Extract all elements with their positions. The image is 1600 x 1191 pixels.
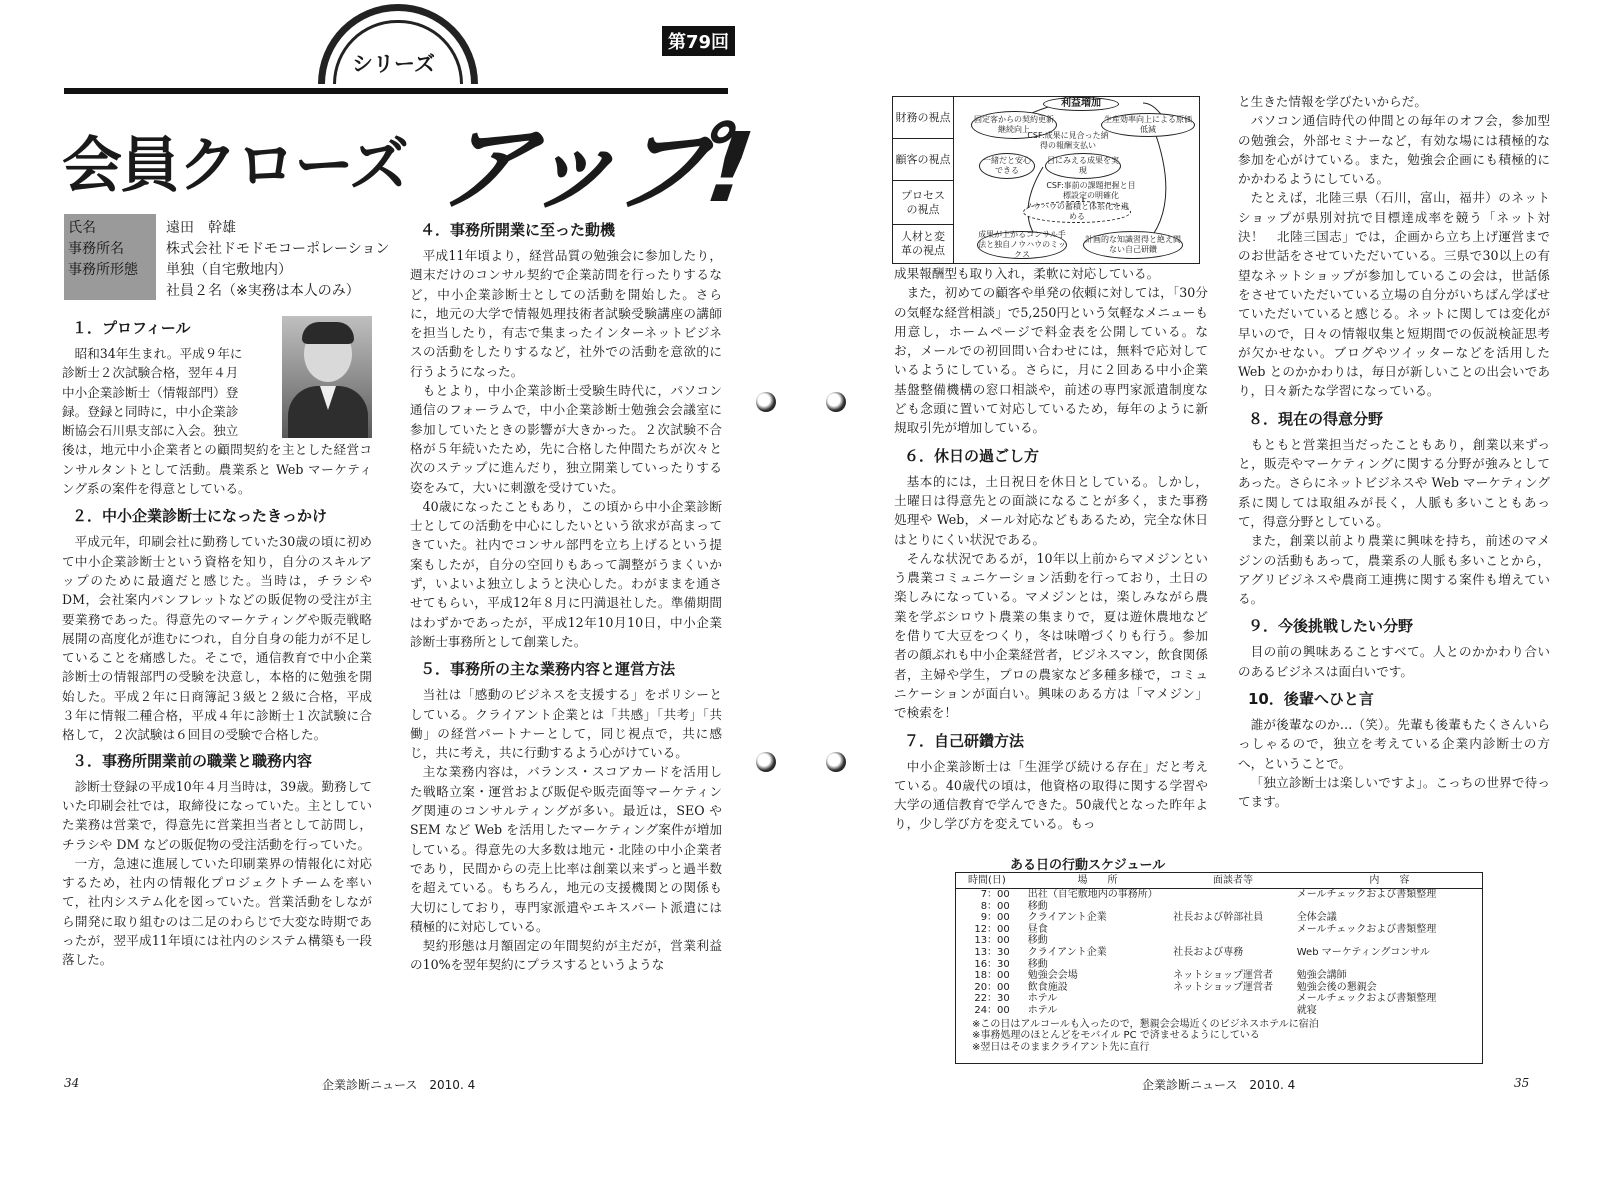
schedule-row <box>956 970 1482 982</box>
schedule-header-time: 時間(日) <box>967 875 1006 886</box>
schedule-row <box>956 993 1482 1005</box>
section-6-heading: ６．休日の過ごし方 <box>904 446 1040 465</box>
punch-hole <box>756 392 776 412</box>
section-3-paragraph-2: 一方，急速に進展していた印刷業界の情報化に対応するため，社内の情報化プロジェクトチームを率いて，社内システム化を図っていた。営業活動をしながら開発に取り組むのは二足のわらじで大変な時期であったが，翌平成11年頃には社内のシステム構築も一段落した。 <box>62 855 372 968</box>
diagram-row-people: 人材と変革の視点 <box>901 230 945 257</box>
schedule-who-cell <box>1167 935 1293 947</box>
profile-office: 株式会社ドモドモコーポレーション <box>166 241 390 257</box>
schedule-row <box>956 912 1482 924</box>
schedule-body <box>956 889 1482 1017</box>
schedule-note: ※この日はアルコールも入ったので，懇親会会場近くのビジネスホテルに宿泊 <box>972 1018 1319 1030</box>
section-5-paragraph-2: 主な業務内容は，バランス・スコアカードを活用した戦略立案・運営および販促や販売面等マーケティング関連のコンサルティングが多い。最近は，SEO や SEM など Web を活用したマーケティング案件が増加している。得意先の大多数は地元・北陸の中小企業者であり，民間からの売上比率は創業以来ずっと過半数を超えている。もちろん，地元の支援機関との関係も大切にしており，専門家派遣やエキスパート派遣には積極的に対応している。 <box>410 764 722 934</box>
schedule-table <box>955 872 1483 1064</box>
schedule-time-cell: 7：00 <box>980 889 1010 900</box>
schedule-row <box>956 935 1482 947</box>
schedule-note: ※事務処理のほとんどをモバイル PC で済ませるようにしている <box>972 1030 1260 1042</box>
section-1-narrow-lines <box>62 344 274 363</box>
schedule-what-cell <box>1293 935 1482 947</box>
section-5-paragraph-1: 当社は「感動のビジネスを支援する」をポリシーとしている。クライアント企業とは「共感」「共考」「共働」の経営パートナーとして，同じ視点で，共に感じ，共に考え，共に行動するよう心がけている。 <box>410 687 722 761</box>
profile-form-1: 単独（自宅敷地内） <box>166 262 292 278</box>
issue-badge: 第79回 <box>662 26 735 56</box>
schedule-place-cell: 移動 <box>1027 958 1048 970</box>
section-7-paragraph-1: 中小企業診断士は「生涯学び続ける存在」だと考えている。40歳代の頃は，他資格の取得に関する学習や大学の通信教育で学んできた。50歳代となった昨年より，少し学び方を変えている。もっ <box>894 758 1208 832</box>
diagram-profit-node: 利益増加 <box>1043 97 1119 111</box>
schedule-row <box>956 959 1482 971</box>
section-10-paragraph-2: 「独立診断士は楽しいですよ」。こっちの世界で待ってます。 <box>1238 774 1550 810</box>
diagram-arrow <box>1143 127 1166 247</box>
schedule-who-cell: 社長および専務 <box>1173 946 1244 958</box>
section-5-paragraph-4: 成果報酬型も取り入れ，柔軟に対応している。 <box>894 266 1160 281</box>
punch-hole <box>756 752 776 772</box>
schedule-place-cell: ホテル <box>1027 993 1058 1005</box>
schedule-time-cell: 13：30 <box>974 946 1010 958</box>
column-1 <box>62 314 372 970</box>
schedule-what-cell: 全体会議 <box>1296 912 1337 924</box>
schedule-who-cell <box>1167 1005 1293 1017</box>
schedule-row <box>956 924 1482 936</box>
diagram-node: 目にみえる成果を実現 <box>1045 153 1121 179</box>
publication-footer-right: 企業診断ニュース 2010. 4 <box>1142 1078 1296 1092</box>
schedule-what-cell: メールチェックおよび書類整理 <box>1296 889 1437 900</box>
publication-footer-left: 企業診断ニュース 2010. 4 <box>322 1078 476 1092</box>
schedule-place-cell: クライアント企業 <box>1027 946 1107 958</box>
diagram-row-process: プロセスの視点 <box>893 181 953 225</box>
schedule-place-cell: 移動 <box>1027 935 1048 947</box>
section-4-paragraph-3: 40歳になったこともあり，この頃から中小企業診断士としての活動を中心にしたいという欲求が高まってきていた。社内でコンサル部門を立ち上げるという提案もしたが，自分の空回りもあって調整がうまくいかず，いよいよ独立しようと決心した。わがままを通させてもらい，平成12年８月に円満退社した。準備期間はわずかであったが，平成12年10月10日，中小企業診断士事務所として創業した。 <box>410 498 722 649</box>
profile-values <box>166 218 389 302</box>
section-7-paragraph-3: パソコン通信時代の仲間との毎年のオフ会，参加型の勉強会，外部セミナーなど，有効な場には積極的な参加を心がけている。また，勉強会企画にも積極的にかかわるようにしている。 <box>1238 113 1550 187</box>
schedule-row <box>956 982 1482 994</box>
profile-label-name: 氏名 <box>68 220 96 236</box>
schedule-what-cell: 就寝 <box>1296 1004 1317 1016</box>
schedule-who-cell: ネットショップ運営者 <box>1173 981 1274 993</box>
section-9-paragraph-1: 目の前の興味あることすべて。人とのかかわり合いのあるビジネスは面白いです。 <box>1238 644 1550 679</box>
schedule-header-what: 内 容 <box>1369 875 1410 886</box>
section-1-line: 断協会石川県支部に入会。独立 <box>62 423 239 439</box>
schedule-place-cell: ホテル <box>1027 1004 1058 1016</box>
diagram-row-customer: 顧客の視点 <box>893 139 953 181</box>
section-1-line: 録。登録と同時に，中小企業診 <box>62 403 239 419</box>
section-6-paragraph-1: 基本的には，土日祝日を休日としている。しかし，土曜日は得意先との面談になることが多く，また事務処理や Web，メール対応などもあるため，完全な休日はとりにくい状況である。 <box>894 473 1208 547</box>
diagram-csf-note: CSF:事前の課題把握と目標設定の明確化 <box>1046 181 1136 200</box>
section-5-paragraph-3: 契約形態は月額固定の年間契約が主だが，営業利益の10%を翌年契約にプラスするというような <box>410 938 722 973</box>
schedule-place-cell: 昼食 <box>1027 923 1048 935</box>
section-1-line: 昭和34年生まれ。平成９年に <box>74 346 243 361</box>
section-8-heading: ８．現在の得意分野 <box>1248 409 1384 428</box>
section-7-heading: ７．自己研鑽方法 <box>904 731 1025 750</box>
schedule-row <box>956 901 1482 913</box>
section-1-heading: １．プロフィール <box>72 319 191 337</box>
column-2 <box>410 216 722 975</box>
schedule-what-cell: 勉強会後の懇親会 <box>1296 981 1377 993</box>
page-title-emphasis: アップ! <box>431 112 756 224</box>
schedule-time-cell: 18：00 <box>974 970 1010 982</box>
left-page <box>0 0 780 1191</box>
schedule-title: ある日の行動スケジュール <box>1010 858 1166 873</box>
diagram-node: 一緒だと安心できる <box>979 153 1035 179</box>
section-7-paragraph-4: たとえば，北陸三県（石川，富山，福井）のネットショップが県別対抗で目標達成率を競う「ネット対決！ 北陸三国志」では，企画から立ち上げ運営までのお世話をさせていただいている。三県で30以上の有望なネットショップが参加しているこの会は，世話係をさせていただいている立場の自分がいちばん学ばせていただいていると感じる。ネットに関しては変化が早いので，日々の情報収集と短期間での仮説検証思考が欠かせない。ブログやツイッターなどを活用した Web とのかかわりは，毎日が新しいことの出会いであり，日々新たな学習になっている。 <box>1238 190 1550 399</box>
section-1-paragraph-rest: 後は，地元中小企業者との顧問契約を主とした経営コンサルタントとして活動。農業系と Web マーケティング系の案件を得意としている。 <box>62 442 372 497</box>
schedule-time-cell: 16：30 <box>974 958 1010 970</box>
schedule-note: ※翌日はそのままクライアント先に直行 <box>972 1041 1150 1053</box>
schedule-time-cell: 24：00 <box>974 1004 1010 1016</box>
profile-label-form: 事務所形態 <box>68 262 138 278</box>
section-7-paragraph-2: と生きた情報を学びたいからだ。 <box>1238 94 1427 109</box>
section-4-paragraph-1: 平成11年頃より，経営品質の勉強会に参加したり，週末だけのコンサル契約で企業訪問を行ったりするなど，中小企業診断士としての活動を開始した。さらに，地元の大学で情報処理技術者試験受験講座の講師を担当したり，有志で集まったインターネットビジネスの活動をしたりするなど，社外での活動を意欲的に行うようになった。 <box>410 248 722 379</box>
page-number-right: 35 <box>1514 1076 1530 1090</box>
schedule-time-cell: 22：30 <box>974 993 1010 1005</box>
schedule-time-cell: 9：00 <box>980 912 1010 924</box>
schedule-what-cell: メールチェックおよび書類整理 <box>1296 993 1437 1005</box>
diagram-node: ノウハウの蓄積と体系化を進める <box>1025 202 1129 221</box>
profile-form-2: 社員２名（※実務は本人のみ） <box>166 283 360 299</box>
profile-labels <box>68 218 138 281</box>
bsc-strategy-diagram <box>892 96 1200 264</box>
section-8-paragraph-2: また，創業以前より農業に興味を持ち，前述のマメジンの活動もあって，農業系の人脈も多いことから，アグリビジネスや農商工連携に関する案件も増えている。 <box>1238 533 1550 607</box>
schedule-what-cell <box>1293 959 1482 971</box>
schedule-notes <box>956 1019 1482 1054</box>
column-3 <box>894 264 1208 834</box>
schedule-time-cell: 13：00 <box>974 935 1010 947</box>
diagram-csf-note: CSF:成果に見合った納得の報酬支払い <box>1027 131 1109 150</box>
section-4-heading: ４．事務所開業に至った動機 <box>420 221 616 239</box>
schedule-what-cell <box>1293 901 1482 913</box>
schedule-time-cell: 12：00 <box>974 923 1010 935</box>
section-1-line: 診断士２次試験合格，翌年４月 <box>62 365 239 381</box>
schedule-header-place: 場 所 <box>1077 875 1118 886</box>
punch-hole <box>826 392 846 412</box>
schedule-header-row <box>956 873 1482 889</box>
schedule-who-cell: 社長および幹部社員 <box>1173 912 1264 924</box>
section-2-heading: ２．中小企業診断士になったきっかけ <box>72 507 328 526</box>
page-number-left: 34 <box>64 1076 80 1090</box>
section-2-paragraph: 平成元年，印刷会社に勤務していた30歳の頃に初めて中小企業診断士という資格を知り，自分のスキルアップのために最適だと感じた。当時は，チラシや DM，会社案内パンフレットなどの販促物の受注が主要業務であった。得意先のマーケティングや販売戦略展開の高度化が進むにつれ，自分自身の能力が不足していることを痛感した。そこで，通信教育で中小企業診断士の情報部門の受験を決意し，本格的に勉強を開始した。平成２年に日商簿記３級と２級に合格，平成３年に情報二種合格，平成４年に診断士１次試験に合格して，２次試験は６回目の受験で合格した。 <box>62 534 372 743</box>
profile-label-office: 事務所名 <box>68 241 124 257</box>
section-6-paragraph-2: そんな状況であるが，10年以上前からマメジンという農業コミュニケーション活動を行っており，土日の楽しみになっている。マメジンとは，楽しみながら農業を学ぶシロウト農業の集まりで，夏は遊休農地などを借りて大豆をつくり，冬は味噌づくりも行う。参加者の顔ぶれも中小企業経営者，ビジネスマン，飲食関係者，主婦や学生，プロの農家など多種多様で，コミュニケーションが面白い。興味のある方は「マメジン」で検索を！ <box>894 550 1208 721</box>
section-3-paragraph-1: 診断士登録の平成10年４月当時は，39歳。勤務していた印刷会社では，取締役になっていた。主としていた業務は営業で，得意先に営業担当者として訪問し，チラシや DM などの販促物の受注活動を行っていた。 <box>62 778 372 852</box>
schedule-row <box>956 889 1482 901</box>
schedule-place-cell: クライアント企業 <box>1027 912 1107 924</box>
schedule-time-cell: 20：00 <box>974 981 1010 993</box>
punch-hole <box>826 752 846 772</box>
schedule-row <box>956 1005 1482 1017</box>
schedule-time-cell: 8：00 <box>980 900 1010 912</box>
profile-name: 遠田 幹雄 <box>166 220 236 236</box>
page-title: 会員クローズ <box>62 131 407 201</box>
section-4-paragraph-2: もとより，中小企業診断士受験生時代に，パソコン通信のフォーラムで，中小企業診断士勉強会会議室に参加していたときの影響が大きかった。２次試験不合格が５年続いたため，先に合格した仲間たちが次々と次のステップに進んだり，独立開業していったりする姿をみて，大いに刺激を受けていた。 <box>410 383 722 495</box>
section-1-line: 中小企業診断士（情報部門）登 <box>62 384 239 400</box>
diagram-node: 固定客からの契約更新継続向上 <box>971 111 1057 139</box>
diagram-node: 成果が上がるコンサル手法と独自ノウハウのミックス <box>978 230 1066 259</box>
section-3-heading: ３．事務所開業前の職業と職務内容 <box>72 751 313 770</box>
section-5-heading: ５．事務所の主な業務内容と運営方法 <box>420 660 676 679</box>
schedule-place-cell: 出社（自宅敷地内の事務所） <box>1027 889 1158 900</box>
schedule-row <box>956 947 1482 959</box>
section-9-heading: ９．今後挑戦したい分野 <box>1248 617 1414 636</box>
diagram-node: 計画的な知識習得と絶え間ない自己研鑽 <box>1083 231 1183 259</box>
schedule-who-cell: ネットショップ運営者 <box>1173 970 1274 982</box>
series-label: シリーズ <box>352 52 435 76</box>
schedule-place-cell: 飲食施設 <box>1027 981 1068 993</box>
schedule-what-cell: Web マーケティングコンサル <box>1296 946 1430 958</box>
section-5-paragraph-5: また，初めての顧客や単発の依頼に対しては，「30分の気軽な経営相談」で5,250円という気軽なメニューも用意し，ホームページで料金表を公開している。なお，メールでの初回問い合わせには，無料で応対しているようにしている。さらに，月に２回ある中小企業基盤整備機構の窓口相談や，前述の専門家派遣制度なども念頭に置いて対応しているため，毎年のように新規取引先が増加している。 <box>894 285 1208 436</box>
section-10-paragraph-1: 誰が後輩なのか…（笑）。先輩も後輩もたくさんいらっしゃるので，独立を考えている企業内診断士の方へ，ということで。 <box>1238 717 1550 771</box>
section-10-heading: 10．後輩へひと言 <box>1248 690 1374 709</box>
schedule-header-who: 面談者等 <box>1212 875 1253 886</box>
schedule-what-cell: メールチェックおよび書類整理 <box>1296 923 1437 935</box>
schedule-who-cell <box>1167 901 1293 913</box>
section-1-narrow-lines-rest <box>62 363 274 440</box>
schedule-who-cell <box>1167 959 1293 971</box>
schedule-what-cell: 勉強会講師 <box>1296 970 1347 982</box>
column-4 <box>1238 92 1550 812</box>
schedule-who-cell <box>1167 924 1293 936</box>
schedule-who-cell <box>1167 889 1293 901</box>
schedule-who-cell <box>1167 993 1293 1005</box>
schedule-place-cell: 移動 <box>1027 900 1048 912</box>
schedule-place-cell: 勉強会会場 <box>1027 970 1078 982</box>
section-8-paragraph-1: もともと営業担当だったこともあり，創業以来ずっと，販売やマーケティングに関する分野が強みとしてあった。さらにネットビジネスや Web マーケティング系に関しては取組みが長く，人脈も多いこともあって，得意分野としている。 <box>1238 436 1550 529</box>
diagram-row-finance: 財務の視点 <box>893 97 953 139</box>
diagram-node: 生産効率向上による原価低減 <box>1101 113 1195 137</box>
